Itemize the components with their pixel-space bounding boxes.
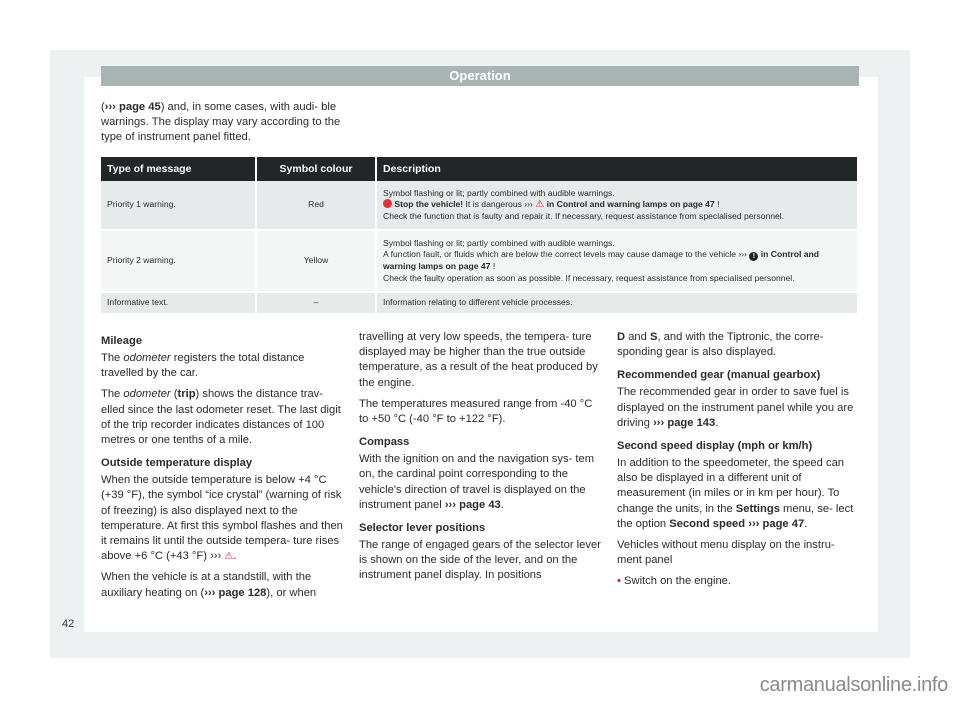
page-number: 42: [62, 618, 75, 630]
message-table: [101, 157, 859, 315]
table-row: [101, 231, 859, 293]
paragraph: The temperatures measured range from -40 °C to +50 °C (-40 °F to +122 °F).: [359, 397, 593, 426]
description-text: A function fault, or fluids which are below the correct levels may cause damage to the vehicle ›››: [383, 249, 750, 260]
description-line: [383, 199, 851, 211]
description-line: Symbol flashing or lit; partly combined with audible warnings.: [383, 237, 615, 248]
paragraph: When the vehicle is at a standstill, with the auxiliary heating on (››› page 128), or when: [101, 571, 317, 599]
warning-triangle-icon: ⚠: [224, 551, 234, 563]
description-line: Check the faulty operation as soon as possible. If necessary, request assistance from specialised personnel.: [383, 272, 795, 283]
heading-second-speed: Second speed display (mph or km/h): [617, 440, 813, 453]
stop-label: Stop the vehicle!: [394, 199, 464, 210]
reference-link[interactable]: in Control and warning lamps on page 47: [544, 199, 715, 210]
description-text: It is dangerous ›››: [463, 199, 536, 210]
heading-compass: Compass: [359, 436, 410, 449]
bullet-icon: •: [617, 575, 621, 588]
cell-type: Informative text.: [101, 293, 257, 315]
watermark: carmanualsonline.info: [759, 674, 948, 696]
description-line: Check the function that is faulty and repair it. If necessary, request assistance from specialised personnel.: [383, 210, 785, 221]
description-line: [383, 249, 851, 273]
page-link[interactable]: ››› page 45: [104, 101, 161, 113]
paragraph: D and S, and with the Tiptronic, the corre- sponding gear is also displayed.: [617, 331, 824, 359]
heading-selector: Selector lever positions: [359, 522, 486, 535]
column-header: Type of message: [101, 157, 257, 181]
page-link[interactable]: ››› page 143: [653, 416, 716, 429]
column-1: [101, 330, 343, 607]
column-header: Symbol colour: [257, 157, 377, 181]
paragraph: The odometer (trip) shows the distance trav- elled since the last odometer reset. The last digit of the trip recorder indicates distances of 100 metres or one tenths of a mile.: [101, 388, 341, 447]
description-text: !: [490, 261, 496, 272]
heading-temperature: Outside temperature display: [101, 457, 253, 470]
paragraph: The odometer registers the total distance travelled by the car.: [101, 352, 305, 380]
bullet-item: • Switch on the engine.: [617, 575, 732, 588]
cell-type: Priority 2 warning.: [101, 231, 257, 293]
exclamation-icon: !: [749, 252, 758, 261]
description-text: !: [714, 199, 720, 210]
paragraph: In addition to the speedometer, the speed can also be displayed in a different unit of measurement (in miles or in km per hour). To change the units, in the Settings menu, se- lect the option Second speed ››› page 47.: [617, 457, 854, 530]
heading-mileage: Mileage: [101, 335, 143, 347]
intro-text: ) and, in some cases, with audi- ble warnings. The display may vary according to the type of instrument panel fitted.: [101, 101, 341, 143]
warning-triangle-icon: ⚠: [535, 199, 545, 211]
column-3: [617, 330, 859, 596]
column-2: [359, 330, 601, 590]
cell-description: Information relating to different vehicle processes.: [377, 293, 859, 315]
stop-icon: [383, 199, 392, 208]
paragraph: travelling at very low speeds, the tempera- ture displayed may be higher than the true outside temperature, as a result of the heat produced by the engine.: [359, 331, 598, 389]
cell-type: Priority 1 warning.: [101, 181, 257, 231]
cell-colour: –: [257, 293, 377, 315]
intro-text: (: [101, 101, 105, 113]
cell-description: [377, 231, 859, 293]
section-header: Operation: [101, 66, 859, 86]
page-link[interactable]: ››› page 43: [444, 498, 501, 511]
table-header-row: [101, 157, 859, 181]
paragraph: The recommended gear in order to save fuel is displayed on the instrument panel while you are driving ››› page 143.: [617, 386, 854, 429]
reference-link[interactable]: in Control and warning lamps on page 47: [383, 249, 820, 272]
cell-colour: Yellow: [257, 231, 377, 293]
paragraph: With the ignition on and the navigation sys- tem on, the cardinal point corresponding to the vehicle's direction of travel is displayed on the instrument panel ››› page 43.: [359, 453, 595, 511]
paragraph: When the outside temperature is below +4 °C (+39 °F), the symbol “ice crystal” (warning of risk of freezing) is also displayed next to the temperature. At first this symbol flashes and then it remains lit until the outside tempera- ture rises above +6 °C (+43 °F) ››› ⚠.: [101, 474, 343, 563]
column-header: Description: [377, 157, 859, 181]
cell-description: [377, 181, 859, 231]
description-line: Symbol flashing or lit; partly combined with audible warnings.: [383, 187, 615, 198]
paragraph: The range of engaged gears of the selector lever is shown on the side of the lever, and on the instrument panel display. In positions: [359, 539, 601, 582]
table-row: [101, 293, 859, 315]
table-row: [101, 181, 859, 231]
cell-colour: Red: [257, 181, 377, 231]
intro-paragraph: [101, 100, 351, 145]
page-link[interactable]: ››› page 128: [204, 586, 267, 599]
heading-recommended-gear: Recommended gear (manual gearbox): [617, 369, 821, 382]
paragraph: Vehicles without menu display on the instru- ment panel: [617, 539, 835, 567]
page-link[interactable]: ››› page 47: [745, 517, 805, 530]
